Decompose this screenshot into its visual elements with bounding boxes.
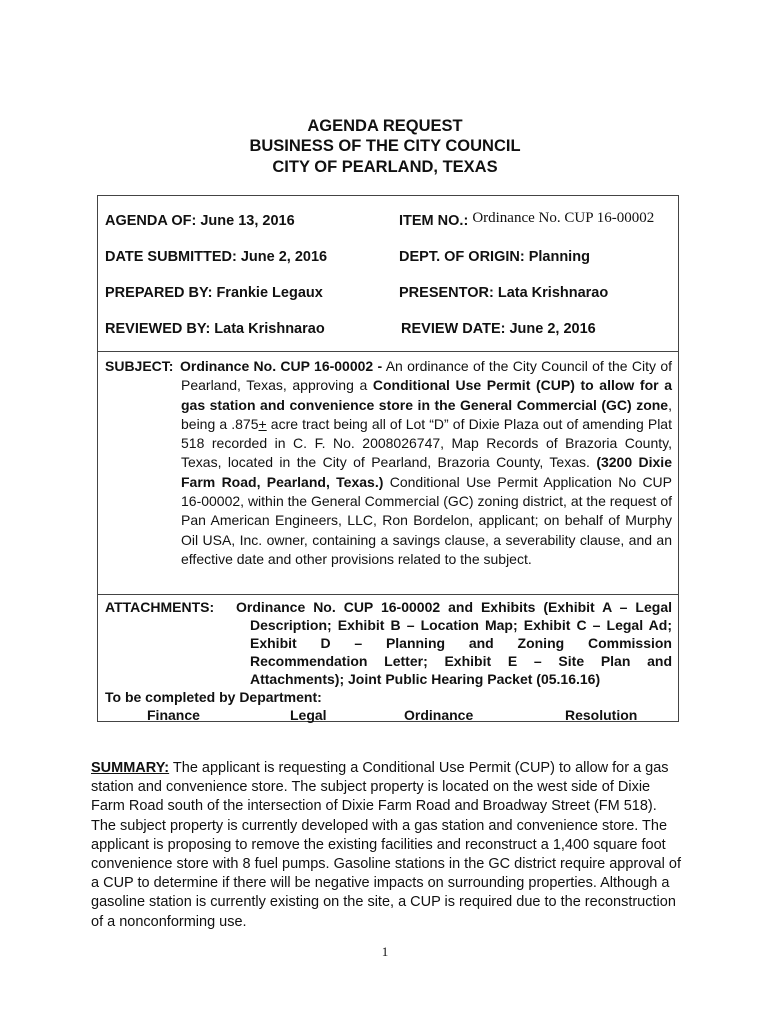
reviewed-by: REVIEWED BY: Lata Krishnarao [105,321,325,337]
doc-title-business: BUSINESS OF THE CITY COUNCIL [249,137,521,155]
summary-label: SUMMARY: [91,760,170,776]
subject-ordinance: Ordinance No. CUP 16-00002 - [180,358,383,374]
doc-title-city: CITY OF PEARLAND, TEXAS [272,158,498,176]
subject-text-4: Conditional Use Permit Application No CUP 16-00002, within the General Commercial (GC) zoning district, at the request of Pan American Engineers, LLC, Ron Bordelon, applicant; on behalf of Murphy Oil USA, Inc. owner, containing a savings clause, a severability clause, and an effective date and other provisions related to the subject. [181,473,673,567]
doc-title-agenda-request: AGENDA REQUEST [307,117,463,135]
dept-ordinance: Ordinance [404,707,474,723]
agenda-of: AGENDA OF: June 13, 2016 [105,213,295,229]
item-no-value: Ordinance No. CUP 16-00002 [472,210,655,226]
dept-legal: Legal [290,707,327,723]
attachments-text [236,598,672,688]
subject-plus: + [258,415,267,432]
attachments-list: Ordinance No. CUP 16-00002 and Exhibits (Exhibit A – Legal Description; Exhibit B – Location Map; Exhibit C – Legal Ad; Exhibit D – Planning and Zoning Commission Recommendation Letter; Exhibit E – Site Plan and Attachments); Joint Public Hearing Packet (05.16.16) [236,599,672,687]
subject-box [97,351,679,595]
dept-finance: Finance [147,707,200,723]
prepared-by: PREPARED BY: Frankie Legaux [105,285,323,301]
summary-section [91,759,681,932]
dept-resolution: Resolution [565,707,638,723]
dept-of-origin: DEPT. OF ORIGIN: Planning [399,249,590,265]
item-no [399,210,655,230]
subject-text-3: acre tract being all of Lot “D” of Dixie Plaza out of amending Plat 518 recorded in C. F. No. 2008026747, Map Records of Brazoria County, Texas, located in the City of Pearland, Brazoria County, Texas. [181,415,672,471]
date-submitted: DATE SUBMITTED: June 2, 2016 [105,249,328,265]
summary-text: The applicant is requesting a Conditional Use Permit (CUP) to allow for a gas station and convenience store. The subject property is located on the west side of Dixie Farm Road south of the intersection of Dixie Farm Road and Broadway Street (FM 518). The subject property is currently developed with a gas station and convenience store. The applicant is proposing to remove the existing facilities and reconstruct a 1,400 square foot convenience store with 8 fuel pumps. Gasoline stations in the GC district require approval of a CUP to determine if there will be negative impacts on surrounding properties. Although a gasoline station is currently existing on the site, a CUP is required due to the reconstruction of a nonconforming use. [91,760,681,930]
department-label: To be completed by Department: [105,689,322,705]
review-date: REVIEW DATE: June 2, 2016 [401,321,596,337]
presentor: PRESENTOR: Lata Krishnarao [399,285,609,301]
subject-address: (3200 Dixie Farm Road, Pearland, Texas.) [181,454,672,490]
subject-text [181,357,672,569]
subject-cup: Conditional Use Permit (CUP) to allow for a gas station and convenience store in the General Commercial (GC) zone [181,377,672,413]
subject-section [105,357,672,569]
agenda-info-box [97,195,679,352]
attachments-section [105,598,672,688]
item-no-label: ITEM NO.: [399,213,469,229]
subject-label: SUBJECT: [105,358,174,374]
attachments-label: ATTACHMENTS: [105,599,215,615]
attachments-box [97,594,679,722]
page-number: 1 [381,944,389,959]
subject-text-1: An ordinance of the City Council of the City of Pearland, Texas, approving a [181,358,672,394]
subject-text-2: , being a .875 [181,396,672,432]
